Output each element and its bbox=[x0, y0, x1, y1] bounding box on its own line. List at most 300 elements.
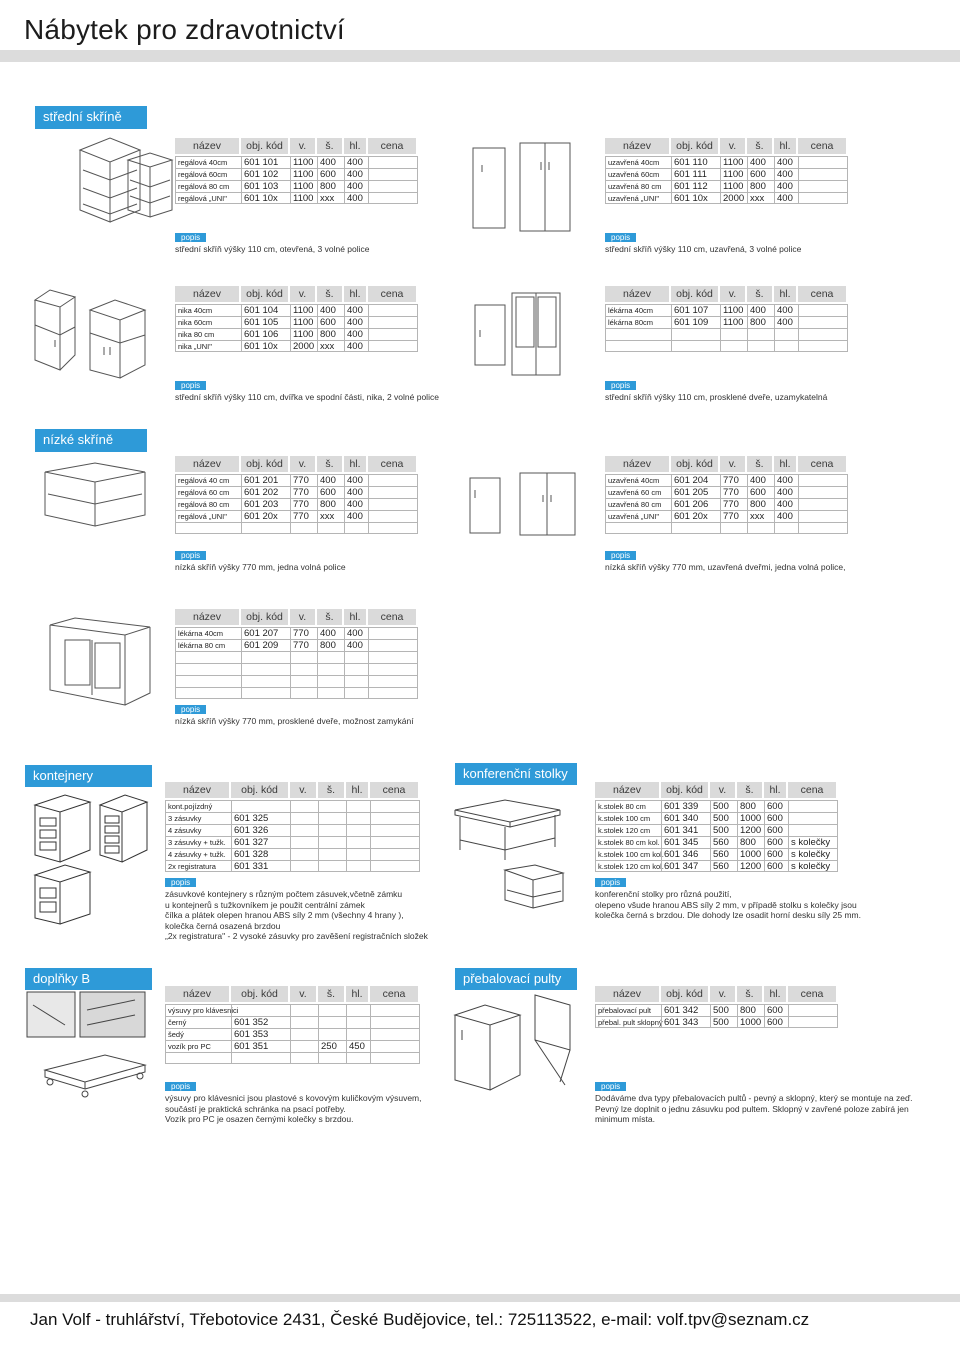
table-cell: 800 bbox=[317, 640, 344, 651]
table-cell bbox=[346, 837, 370, 848]
description-nizka-regalova bbox=[175, 550, 346, 573]
table-cell bbox=[290, 837, 318, 848]
description-line: „2x registratura" - 2 vysoké zásuvky pro zavěšení registračních složek bbox=[165, 931, 428, 941]
column-header: v. bbox=[290, 138, 315, 154]
table-cell bbox=[346, 861, 370, 871]
table-cell bbox=[368, 523, 418, 533]
table-cell: 601 325 bbox=[231, 813, 290, 824]
table-cell: 600 bbox=[764, 801, 788, 812]
table-cell: 400 bbox=[344, 487, 368, 498]
table-cell: 2000 bbox=[290, 341, 317, 351]
table-cell: kont.pojízdný bbox=[165, 801, 231, 812]
table-cell: 770 bbox=[720, 487, 747, 498]
table-cell bbox=[290, 813, 318, 824]
table-row bbox=[605, 474, 848, 486]
table-lekarna bbox=[605, 286, 848, 352]
column-header: hl. bbox=[344, 138, 366, 154]
table-row bbox=[595, 860, 838, 872]
table-cell: 601 342 bbox=[661, 1005, 710, 1016]
table-row bbox=[595, 812, 838, 824]
table-cell bbox=[241, 676, 290, 687]
table-row bbox=[595, 848, 838, 860]
table-cell: 560 bbox=[710, 837, 737, 848]
table-cell: regálová 80 cm bbox=[175, 181, 241, 192]
table-cell: 400 bbox=[774, 157, 798, 168]
column-header: v. bbox=[290, 456, 315, 472]
table-cell bbox=[290, 849, 318, 860]
table-cell: šedý bbox=[165, 1029, 231, 1040]
table-cell: 560 bbox=[710, 861, 737, 871]
section-header-kontejnery: kontejnery bbox=[25, 765, 152, 787]
table-cell: 560 bbox=[710, 849, 737, 860]
table-cell bbox=[774, 523, 798, 533]
column-header: hl. bbox=[344, 609, 366, 625]
description-line: střední skříň výšky 110 cm, prosklené dveře, uzamykatelná bbox=[605, 392, 828, 402]
table-cell: 400 bbox=[747, 475, 774, 486]
table-cell: 601 207 bbox=[241, 628, 290, 639]
table-cell bbox=[231, 1005, 290, 1016]
table-cell: 601 104 bbox=[241, 305, 290, 316]
coffee-table-image bbox=[445, 795, 570, 915]
description-line: výsuvy pro klávesnici jsou plastové s kovovým kuličkovým výsuvem, bbox=[165, 1093, 422, 1103]
table-cell: 400 bbox=[344, 317, 368, 328]
table-cell: 601 345 bbox=[661, 837, 710, 848]
table-cell bbox=[747, 329, 774, 340]
table-cell: 400 bbox=[344, 341, 368, 351]
table-cell bbox=[346, 801, 370, 812]
table-cell bbox=[370, 1041, 420, 1052]
table-cell: 601 203 bbox=[241, 499, 290, 510]
column-header: v. bbox=[710, 782, 735, 798]
table-cell bbox=[368, 511, 418, 522]
column-header: obj. kód bbox=[661, 782, 708, 798]
table-cell bbox=[798, 317, 848, 328]
table-row bbox=[175, 498, 418, 510]
description-nika bbox=[175, 380, 439, 403]
table-cell: 600 bbox=[317, 317, 344, 328]
table-row bbox=[605, 168, 848, 180]
table-row bbox=[605, 522, 848, 534]
glass-door-cabinet-image bbox=[470, 285, 565, 380]
table-cell bbox=[788, 801, 838, 812]
table-cell: 400 bbox=[344, 628, 368, 639]
table-cell: uzavřená 40cm bbox=[605, 157, 671, 168]
table-cell: nika „UNI" bbox=[175, 341, 241, 351]
open-shelf-cabinet-image bbox=[125, 150, 175, 220]
table-cell: 601 327 bbox=[231, 837, 290, 848]
popis-label: popis bbox=[165, 878, 196, 887]
table-cell: 450 bbox=[346, 1041, 370, 1052]
table-row bbox=[175, 328, 418, 340]
section-header-doplnky: doplňky B bbox=[25, 968, 152, 990]
table-cell bbox=[788, 1017, 838, 1027]
description-line: čílka a plátek olepen hranou ABS síly 2 mm (všechny 4 hrany ), bbox=[165, 910, 404, 920]
table-header bbox=[175, 609, 418, 625]
table-cell: 800 bbox=[747, 181, 774, 192]
table-cell bbox=[318, 849, 346, 860]
column-header: název bbox=[175, 138, 239, 154]
table-cell: uzavřená 80 cm bbox=[605, 499, 671, 510]
low-open-cabinet-image bbox=[40, 460, 150, 530]
table-cell: k.stolek 100 cm kol. bbox=[595, 849, 661, 860]
column-header: název bbox=[595, 782, 659, 798]
table-cell: 770 bbox=[720, 499, 747, 510]
column-header: hl. bbox=[344, 286, 366, 302]
table-cell bbox=[788, 813, 838, 824]
column-header: hl. bbox=[774, 138, 796, 154]
table-cell bbox=[318, 837, 346, 848]
table-cell: černý bbox=[165, 1017, 231, 1028]
table-cell bbox=[290, 825, 318, 836]
table-cell bbox=[290, 1005, 318, 1016]
table-cell: 800 bbox=[317, 499, 344, 510]
table-cell: 601 205 bbox=[671, 487, 720, 498]
table-cell: 601 339 bbox=[661, 801, 710, 812]
table-row bbox=[605, 328, 848, 340]
table-cell: 400 bbox=[317, 305, 344, 316]
table-cell bbox=[317, 523, 344, 533]
table-cell: 250 bbox=[318, 1041, 346, 1052]
section-line bbox=[35, 450, 147, 452]
table-cell: 400 bbox=[344, 305, 368, 316]
table-cell bbox=[368, 169, 418, 180]
table-cell bbox=[368, 305, 418, 316]
description-line: Dodáváme dva typy přebalovacích pultů - pevný a sklopný, který se montuje na zeď. bbox=[595, 1093, 913, 1103]
table-cell bbox=[370, 813, 420, 824]
table-cell: 770 bbox=[720, 475, 747, 486]
description-line: nízká skříň výšky 770 mm, prosklené dveře, možnost zamykání bbox=[175, 716, 414, 726]
table-cell bbox=[290, 664, 317, 675]
table-cell bbox=[290, 861, 318, 871]
table-cell: 601 206 bbox=[671, 499, 720, 510]
table-cell: 500 bbox=[710, 825, 737, 836]
table-cell bbox=[368, 664, 418, 675]
table-cell bbox=[368, 652, 418, 663]
column-header: v. bbox=[720, 286, 745, 302]
column-header: hl. bbox=[346, 986, 368, 1002]
table-cell: 770 bbox=[290, 511, 317, 522]
column-header: v. bbox=[720, 456, 745, 472]
table-cell: 601 107 bbox=[671, 305, 720, 316]
table-cell: 800 bbox=[747, 499, 774, 510]
table-cell bbox=[290, 688, 317, 698]
description-kontejnery bbox=[165, 877, 428, 942]
table-cell: 770 bbox=[290, 640, 317, 651]
table-row bbox=[165, 824, 420, 836]
table-cell bbox=[241, 664, 290, 675]
table-row bbox=[175, 474, 418, 486]
table-cell bbox=[346, 813, 370, 824]
column-header: cena bbox=[368, 456, 416, 472]
table-cell bbox=[671, 329, 720, 340]
column-header: cena bbox=[370, 986, 418, 1002]
table-row bbox=[595, 800, 838, 812]
table-cell: 601 106 bbox=[241, 329, 290, 340]
table-row bbox=[165, 1052, 420, 1064]
table-cell: přebal. pult sklopný bbox=[595, 1017, 661, 1027]
table-cell bbox=[720, 523, 747, 533]
table-cell: 1100 bbox=[290, 305, 317, 316]
table-cell: 601 102 bbox=[241, 169, 290, 180]
table-cell: 400 bbox=[774, 499, 798, 510]
column-header: v. bbox=[290, 782, 316, 798]
table-cell bbox=[370, 825, 420, 836]
table-row bbox=[595, 1004, 838, 1016]
table-cell bbox=[368, 341, 418, 351]
popis-label: popis bbox=[175, 551, 206, 560]
table-cell bbox=[788, 1005, 838, 1016]
description-line: konferenční stolky pro různá použití, bbox=[595, 889, 732, 899]
table-cell: k.stolek 100 cm bbox=[595, 813, 661, 824]
top-bar bbox=[0, 50, 960, 62]
table-cell: xxx bbox=[317, 511, 344, 522]
table-cell: regálová 80 cm bbox=[175, 499, 241, 510]
table-cell: 400 bbox=[344, 181, 368, 192]
description-line: nízká skříň výšky 770 mm, uzavřená dveřmi, jedna volná police, bbox=[605, 562, 846, 572]
table-row bbox=[175, 192, 418, 204]
column-header: cena bbox=[368, 609, 416, 625]
column-header: š. bbox=[317, 456, 342, 472]
table-cell: 800 bbox=[317, 181, 344, 192]
popis-label: popis bbox=[605, 551, 636, 560]
column-header: hl. bbox=[774, 456, 796, 472]
table-cell: 400 bbox=[774, 511, 798, 522]
table-cell: 400 bbox=[317, 475, 344, 486]
table-cell bbox=[344, 664, 368, 675]
table-cell bbox=[798, 523, 848, 533]
table-cell: nika 40cm bbox=[175, 305, 241, 316]
column-header: cena bbox=[370, 782, 418, 798]
table-row bbox=[165, 1004, 420, 1016]
column-header: obj. kód bbox=[231, 782, 288, 798]
table-row bbox=[605, 180, 848, 192]
table-row bbox=[175, 522, 418, 534]
table-cell: 400 bbox=[344, 475, 368, 486]
table-cell bbox=[241, 523, 290, 533]
table-cell bbox=[318, 813, 346, 824]
table-cell: 601 352 bbox=[231, 1017, 290, 1028]
table-cell: 601 109 bbox=[671, 317, 720, 328]
table-cell bbox=[798, 157, 848, 168]
table-cell bbox=[290, 676, 317, 687]
table-cell: 400 bbox=[774, 169, 798, 180]
table-cell: 600 bbox=[764, 849, 788, 860]
table-cell: 601 10x bbox=[241, 341, 290, 351]
table-row bbox=[165, 1016, 420, 1028]
table-cell: s kolečky bbox=[788, 861, 838, 871]
table-cell bbox=[231, 801, 290, 812]
table-cell bbox=[290, 523, 317, 533]
table-cell: 601 353 bbox=[231, 1029, 290, 1040]
table-cell: 500 bbox=[710, 1005, 737, 1016]
table-cell: 601 328 bbox=[231, 849, 290, 860]
column-header: obj. kód bbox=[241, 138, 288, 154]
table-cell: regálová 40 cm bbox=[175, 475, 241, 486]
table-row bbox=[165, 1040, 420, 1052]
table-cell: 600 bbox=[764, 1017, 788, 1027]
description-line: olepeno všude hranou ABS síly 2 mm, v případě stolku s kolečky jsou bbox=[595, 899, 857, 910]
table-cell: 1100 bbox=[290, 317, 317, 328]
table-cell bbox=[798, 329, 848, 340]
column-header: cena bbox=[368, 138, 416, 154]
table-cell: lékárna 80cm bbox=[605, 317, 671, 328]
table-cell bbox=[346, 825, 370, 836]
table-cell: 601 347 bbox=[661, 861, 710, 871]
table-cell bbox=[368, 329, 418, 340]
table-row bbox=[175, 180, 418, 192]
table-cell: 1000 bbox=[737, 849, 764, 860]
table-cell bbox=[370, 1029, 420, 1040]
description-doplnky bbox=[165, 1081, 422, 1125]
table-cell: 1100 bbox=[290, 193, 317, 203]
table-row bbox=[175, 168, 418, 180]
table-cell: 600 bbox=[764, 813, 788, 824]
table-cell bbox=[605, 523, 671, 533]
column-header: cena bbox=[368, 286, 416, 302]
description-line: součástí je praktická schránka na psací potřeby. bbox=[165, 1103, 346, 1114]
table-cell bbox=[798, 487, 848, 498]
table-header bbox=[165, 782, 420, 798]
section-header-nizke: nízké skříně bbox=[35, 429, 147, 451]
popis-label: popis bbox=[175, 705, 206, 714]
description-lekarna bbox=[605, 380, 827, 403]
section-header-prebalovaci: přebalovací pulty bbox=[455, 968, 577, 990]
table-cell bbox=[671, 523, 720, 533]
table-cell: 601 331 bbox=[231, 861, 290, 871]
table-cell bbox=[346, 849, 370, 860]
table-cell: 600 bbox=[747, 487, 774, 498]
table-cell bbox=[175, 676, 241, 687]
low-glass-cabinet-image bbox=[45, 615, 155, 710]
table-header bbox=[175, 286, 418, 302]
table-cell: 601 204 bbox=[671, 475, 720, 486]
table-cell: 601 201 bbox=[241, 475, 290, 486]
table-cell bbox=[368, 181, 418, 192]
description-line: Pevný lze doplnit o jednu zásuvku pod pultem. Sklopný v zavřené poloze zabírá jen bbox=[595, 1103, 909, 1114]
table-cell: 400 bbox=[774, 193, 798, 203]
section-header-konferencni: konferenční stolky bbox=[455, 763, 577, 785]
table-cell: 400 bbox=[774, 475, 798, 486]
table-header bbox=[175, 138, 418, 154]
table-row bbox=[175, 304, 418, 316]
table-header bbox=[595, 782, 838, 798]
table-uzavrena bbox=[605, 138, 848, 204]
column-header: cena bbox=[798, 456, 846, 472]
column-header: název bbox=[605, 138, 669, 154]
table-cell: k.stolek 120 cm kol. bbox=[595, 861, 661, 871]
table-kontejnery bbox=[165, 782, 420, 872]
table-cell bbox=[290, 801, 318, 812]
table-cell: lékárna 40cm bbox=[175, 628, 241, 639]
column-header: obj. kód bbox=[241, 609, 288, 625]
table-cell bbox=[317, 652, 344, 663]
table-cell bbox=[370, 801, 420, 812]
table-cell: 400 bbox=[344, 329, 368, 340]
table-cell bbox=[368, 475, 418, 486]
table-header bbox=[595, 986, 838, 1002]
table-cell bbox=[370, 849, 420, 860]
table-cell: s kolečky bbox=[788, 837, 838, 848]
table-cell: 601 343 bbox=[661, 1017, 710, 1027]
table-row bbox=[175, 510, 418, 522]
column-header: cena bbox=[798, 138, 846, 154]
low-closed-cabinet-image bbox=[465, 470, 580, 540]
table-row bbox=[165, 812, 420, 824]
table-cell bbox=[368, 688, 418, 698]
table-cell bbox=[346, 1053, 370, 1063]
column-header: š. bbox=[737, 986, 762, 1002]
table-cell bbox=[290, 1029, 318, 1040]
popis-label: popis bbox=[595, 878, 626, 887]
description-line: střední skříň výšky 110 cm, uzavřená, 3 volné police bbox=[605, 244, 802, 254]
table-cell bbox=[798, 511, 848, 522]
table-cell bbox=[798, 341, 848, 351]
popis-label: popis bbox=[165, 1082, 196, 1091]
table-header bbox=[605, 456, 848, 472]
table-cell: 770 bbox=[290, 499, 317, 510]
table-cell: 600 bbox=[764, 825, 788, 836]
table-cell: 601 209 bbox=[241, 640, 290, 651]
table-stolky bbox=[595, 782, 838, 872]
table-cell bbox=[175, 688, 241, 698]
table-cell: 601 326 bbox=[231, 825, 290, 836]
table-cell bbox=[290, 1053, 318, 1063]
description-stolky bbox=[595, 877, 861, 921]
table-cell: 500 bbox=[710, 813, 737, 824]
table-cell bbox=[344, 523, 368, 533]
table-row bbox=[165, 836, 420, 848]
column-header: š. bbox=[318, 782, 344, 798]
table-row bbox=[175, 663, 418, 675]
table-cell bbox=[318, 1029, 346, 1040]
table-header bbox=[605, 286, 848, 302]
column-header: název bbox=[605, 456, 669, 472]
column-header: š. bbox=[317, 609, 342, 625]
drawer-container-image bbox=[25, 790, 150, 925]
table-row bbox=[595, 1016, 838, 1028]
column-header: název bbox=[175, 286, 239, 302]
description-line: u kontejnerů s tužkovníkem je použit centrální zámek bbox=[165, 899, 365, 910]
table-cell: 600 bbox=[764, 837, 788, 848]
section-line bbox=[35, 127, 147, 129]
table-cell: 601 101 bbox=[241, 157, 290, 168]
table-cell: 400 bbox=[344, 169, 368, 180]
table-cell bbox=[241, 688, 290, 698]
table-cell: 601 202 bbox=[241, 487, 290, 498]
table-cell bbox=[368, 157, 418, 168]
table-cell bbox=[344, 688, 368, 698]
popis-label: popis bbox=[595, 1082, 626, 1091]
table-cell: regálová 40cm bbox=[175, 157, 241, 168]
table-cell: 1100 bbox=[290, 329, 317, 340]
description-line: kolečka černá osazená brzdou bbox=[165, 920, 281, 931]
column-header: š. bbox=[317, 138, 342, 154]
table-cell bbox=[720, 341, 747, 351]
table-row bbox=[595, 836, 838, 848]
description-regalova bbox=[175, 232, 370, 255]
description-line: střední skříň výšky 110 cm, otevřená, 3 volné police bbox=[175, 244, 370, 254]
table-cell: uzavřená „UNI" bbox=[605, 511, 671, 522]
table-cell: 1100 bbox=[290, 181, 317, 192]
table-cell: 1200 bbox=[737, 825, 764, 836]
table-cell bbox=[605, 329, 671, 340]
table-cell: výsuvy pro klávesnici bbox=[165, 1005, 231, 1016]
bottom-bar bbox=[0, 1294, 960, 1302]
table-cell: 600 bbox=[747, 169, 774, 180]
column-header: obj. kód bbox=[241, 286, 288, 302]
table-cell: 1100 bbox=[720, 181, 747, 192]
table-cell: 600 bbox=[317, 487, 344, 498]
